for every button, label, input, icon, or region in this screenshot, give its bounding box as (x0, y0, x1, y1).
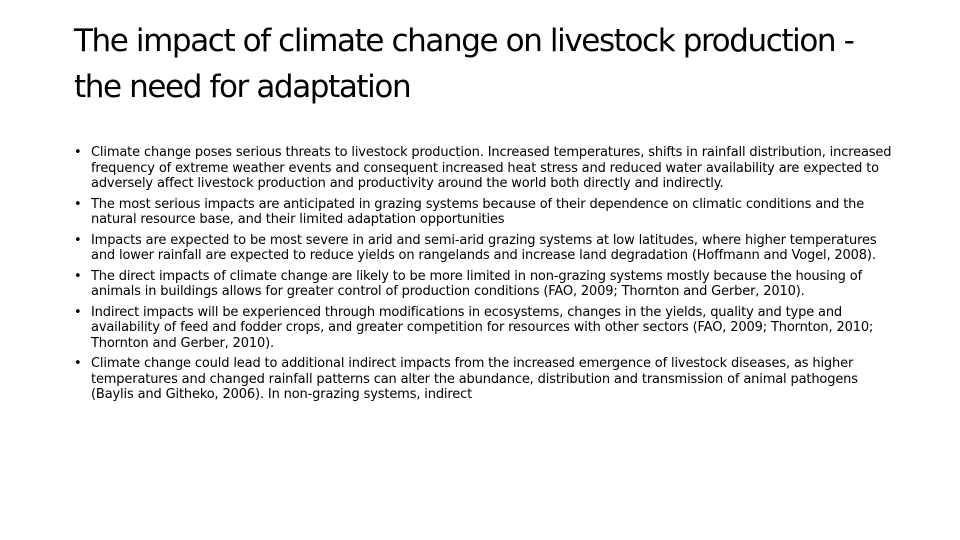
bullet-marker: • (74, 232, 82, 248)
bullet-marker: • (74, 145, 82, 160)
bullet-text: Climate change poses serious threats to livestock production. Increased temperatures, shifts in rainfall distribution, increased frequency of extreme weather events and consequent increased heat stress and reduced water availability are expected to adversely affect livestock production and productivity around the world both directly and indirectly. (91, 145, 892, 191)
bullet-text: The direct impacts of climate change are likely to be more limited in non-grazing systems mostly because the housing of animals in buildings allows for greater control of production conditions (FAO, 2009; Thornton and Gerber, 2010). (91, 268, 862, 299)
bullet-marker: • (74, 304, 82, 320)
bullet-marker: • (74, 268, 82, 284)
bullet-item (74, 356, 892, 403)
bullet-text: Impacts are expected to be most severe in arid and semi-arid grazing systems at low latitudes, where higher temperatures and lower rainfall are expected to reduce yields on rangelands and increase land degradation (Hoffmann and Vogel, 2008). (91, 232, 877, 263)
slide-title: The impact of climate change on livestock production - the need for adaptation (74, 23, 854, 105)
bullet-item (74, 269, 892, 300)
bullet-text: Indirect impacts will be experienced through modifications in ecosystems, changes in the yields, quality and type and availability of feed and fodder crops, and greater competition for resources with other sectors (FAO, 2009; Thornton, 2010; Thornton and Gerber, 2010). (91, 304, 874, 351)
bullet-item (74, 145, 892, 192)
bullet-item (74, 305, 892, 352)
bullet-text: Climate change could lead to additional indirect impacts from the increased emergence of livestock diseases, as higher temperatures and changed rainfall patterns can alter the abundance, distribution and transmission of animal pathogens (Baylis and Githeko, 2006). In non-grazing systems, indirect (91, 356, 858, 402)
bullet-item (74, 233, 892, 264)
bullet-text: The most serious impacts are anticipated in grazing systems because of their dependence on climatic conditions and the natural resource base, and their limited adaptation opportunities (91, 196, 865, 227)
bullet-marker: • (74, 356, 82, 371)
bullet-list (74, 145, 892, 408)
bullet-item (74, 197, 892, 228)
bullet-marker: • (74, 196, 82, 212)
